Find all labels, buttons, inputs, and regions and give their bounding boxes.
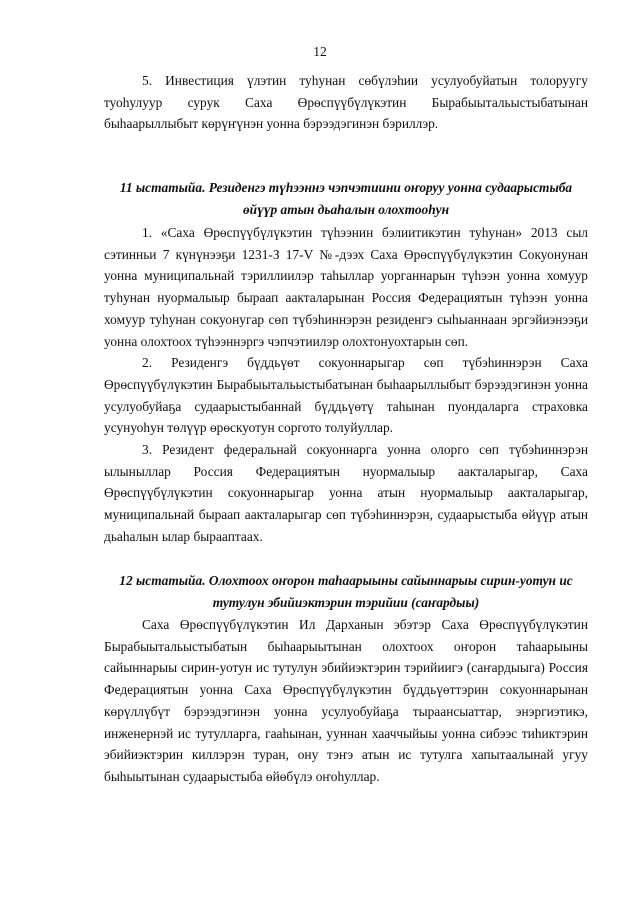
page-number: 12	[313, 44, 327, 59]
article-11-body	[104, 222, 588, 548]
article-12-title-line-2: тутулун эбийиэктэрин тэрийии (саҥардыы)	[212, 594, 480, 610]
article-11-paragraph-3: 3. Резидент федеральнай сокуоннарга уонна олорго сөп түбэһиннэрэн ылыныллар Россия Федерациятын нуормалыыр аакталарыгар, Саха Өрөспүүбүлүкэтин сокуоннарыгар уонна атын нуормалыыр аакталарыгар, муниципальнай быраап аакталарыгар сөп түбэһиннэрэн, судаарыстыба өйүүр атын дьаһалын ылар бырааптаах.	[104, 442, 588, 544]
article-12-body	[104, 614, 588, 788]
article-11-heading	[104, 177, 588, 220]
article-12-paragraph-1: Саха Өрөспүүбүлүкэтин Ил Дарханын эбэтэр Саха Өрөспүүбүлүкэтин Бырабыытальыстыбатын быһаарыытынан олохтоох оҥорон таһаарыыны сайыннарыы сирин-уотун ис тутулун эбийиэктэрин тэрийиигэ (саҥардыыга) Россия Федерациятын уонна Саха Өрөспүүбүлүкэтин бүддьүөттэрин сокуоннарынан көрүллүбүт бэрээдэгинэн уонна усулуобуйаҕа тыраансыаттар, энэргиэтикэ, инженернэй ис тутулларга, гааһынан, ууннан хааччыйыы уонна сибээс тиһиктэрин эбийиэктэрин киллэрэн туран, ону тэҥэ атын ис тутулга хапытаалынай угуу быһыытынан судаарыстыба өйөбүлэ оҥоһуллар.	[104, 617, 588, 784]
article-11-title-line-1: 11 ыстатыйа. Резиденгэ түһээннэ чэпчэтиини оҥоруу уонна судаарыстыба	[119, 180, 573, 195]
article-12-heading	[104, 570, 588, 613]
paragraph-5	[104, 70, 588, 135]
article-11-paragraph-2: 2. Резиденгэ бүддьүөт сокуоннарыгар сөп түбэһиннэрэн Саха Өрөспүүбүлүкэтин Бырабыытальыстыбатынан быһаарыллыбыт бэрээдэгинэн уонна усулуобуйаҕа судаарыстыбаннай бүддьүөтү таһынан пуондаларга страховка усунуоһун төлүүр өрөскуотун соргото толуйуллар.	[104, 355, 588, 436]
paragraph-text: 5. Инвестиция үлэтин туһунан сөбүлэһии усулуобуйатын толоруугу туоһулуур сурук Саха Өрөспүүбүлүкэтин Бырабыытальыстыбатынан быһаарыллыбыт көрүҥүнэн уонна бэрээдэгинэн бэриллэр.	[104, 73, 588, 132]
article-12-title-line-1: 12 ыстатыйа. Олохтоох оҥорон таһаарыыны сайыннарыы сирин-уотун ис	[119, 573, 573, 588]
article-11-paragraph-1: 1. «Саха Өрөспүүбүлүкэтин түһээнин бэлиитикэтин туһунан» 2013 сыл сэтинньи 7 күнүнээҕи 1231-З 17-V №-дээх Саха Өрөспүүбүлүкэтин Сокуонунан уонна муниципальнай тэриллиилэр таһыллар уорганнарын түһээн уонна хомуур туһунан нуормалыыр быраап аакталарынан Россия Федерациятын түһээн уонна хомуур туһунан сокуонугар сөп түбэһиннэрэн резиденгэ сыһыаннаан эргэйиэнээҕи уонна олохтоох түһээннэргэ чэпчэтиилэр олохтонуохтарын сөп.	[104, 225, 588, 349]
article-11-title-line-2: өйүүр атын дьаһалын олохтооһун	[242, 201, 450, 217]
